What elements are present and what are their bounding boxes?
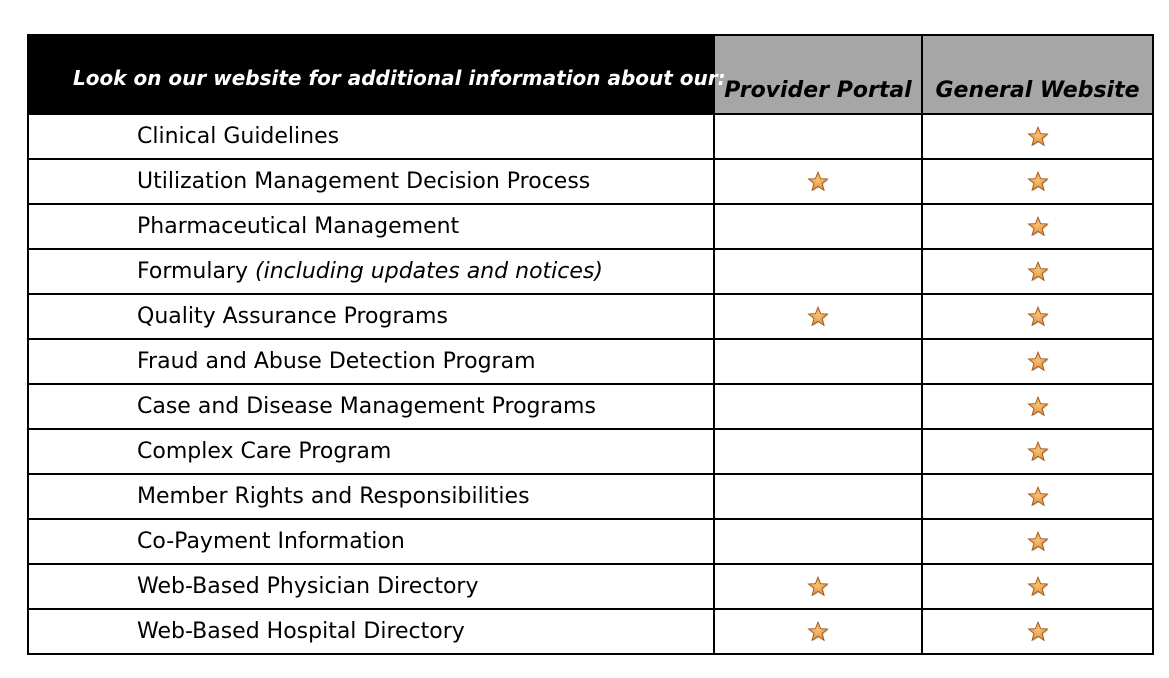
table-row: [28, 609, 1153, 654]
table-row: [28, 204, 1153, 249]
table-row: [28, 294, 1153, 339]
star-icon: [1026, 575, 1050, 599]
provider-portal-cell: [714, 114, 922, 159]
topic-cell: [28, 519, 714, 564]
topic-label: Quality Assurance Programs: [137, 304, 448, 329]
table-row: [28, 384, 1153, 429]
table-row: [28, 114, 1153, 159]
topic-label: Web-Based Hospital Directory: [137, 619, 465, 644]
star-icon: [1026, 170, 1050, 194]
general-website-cell: [922, 294, 1153, 339]
table-row: [28, 339, 1153, 384]
topic-cell: [28, 609, 714, 654]
topic-label: Web-Based Physician Directory: [137, 574, 479, 599]
general-website-cell: [922, 384, 1153, 429]
general-website-cell: [922, 114, 1153, 159]
provider-portal-cell: [714, 384, 922, 429]
general-website-cell: [922, 249, 1153, 294]
general-website-cell: [922, 519, 1153, 564]
topic-label: Clinical Guidelines: [137, 124, 340, 149]
topic-cell: [28, 249, 714, 294]
star-icon: [1026, 125, 1050, 149]
topic-label: Co-Payment Information: [137, 529, 405, 554]
general-website-cell: [922, 159, 1153, 204]
topic-cell: [28, 564, 714, 609]
table-row: [28, 249, 1153, 294]
star-icon: [1026, 620, 1050, 644]
topic-label: Formulary: [137, 259, 256, 284]
topic-cell: [28, 429, 714, 474]
topic-label: Fraud and Abuse Detection Program: [137, 349, 536, 374]
topic-label: Case and Disease Management Programs: [137, 394, 596, 419]
table-body: [28, 114, 1153, 654]
star-icon: [1026, 485, 1050, 509]
provider-portal-cell: [714, 519, 922, 564]
provider-portal-cell: [714, 429, 922, 474]
topic-label: Member Rights and Responsibilities: [137, 484, 530, 509]
general-website-cell: [922, 564, 1153, 609]
header-topic-label: Look on our website for additional information about our:: [28, 35, 714, 114]
star-icon: [1026, 395, 1050, 419]
provider-portal-cell: [714, 339, 922, 384]
topic-note: (including updates and notices): [255, 259, 603, 284]
topic-cell: [28, 339, 714, 384]
table-row: [28, 564, 1153, 609]
table-row: [28, 429, 1153, 474]
star-icon: [1026, 215, 1050, 239]
star-icon: [1026, 440, 1050, 464]
star-icon: [806, 620, 830, 644]
star-icon: [1026, 260, 1050, 284]
star-icon: [806, 575, 830, 599]
star-icon: [1026, 305, 1050, 329]
star-icon: [806, 305, 830, 329]
topic-cell: [28, 384, 714, 429]
provider-portal-cell: [714, 204, 922, 249]
topic-label: Pharmaceutical Management: [137, 214, 460, 239]
website-info-table: [27, 34, 1154, 655]
general-website-cell: [922, 474, 1153, 519]
table-row: [28, 519, 1153, 564]
topic-label: Utilization Management Decision Process: [137, 169, 591, 194]
provider-portal-cell: [714, 474, 922, 519]
topic-cell: [28, 204, 714, 249]
provider-portal-cell: [714, 294, 922, 339]
star-icon: [806, 170, 830, 194]
general-website-cell: [922, 609, 1153, 654]
topic-cell: [28, 159, 714, 204]
general-website-cell: [922, 339, 1153, 384]
header-provider-portal: Provider Portal: [714, 35, 922, 114]
provider-portal-cell: [714, 249, 922, 294]
topic-cell: [28, 474, 714, 519]
provider-portal-cell: [714, 609, 922, 654]
star-icon: [1026, 350, 1050, 374]
topic-cell: [28, 114, 714, 159]
provider-portal-cell: [714, 159, 922, 204]
table-row: [28, 159, 1153, 204]
general-website-cell: [922, 204, 1153, 249]
star-icon: [1026, 530, 1050, 554]
provider-portal-cell: [714, 564, 922, 609]
table-header-row: [28, 35, 1153, 114]
general-website-cell: [922, 429, 1153, 474]
topic-cell: [28, 294, 714, 339]
topic-label: Complex Care Program: [137, 439, 392, 464]
table-row: [28, 474, 1153, 519]
header-general-website: General Website: [922, 35, 1153, 114]
